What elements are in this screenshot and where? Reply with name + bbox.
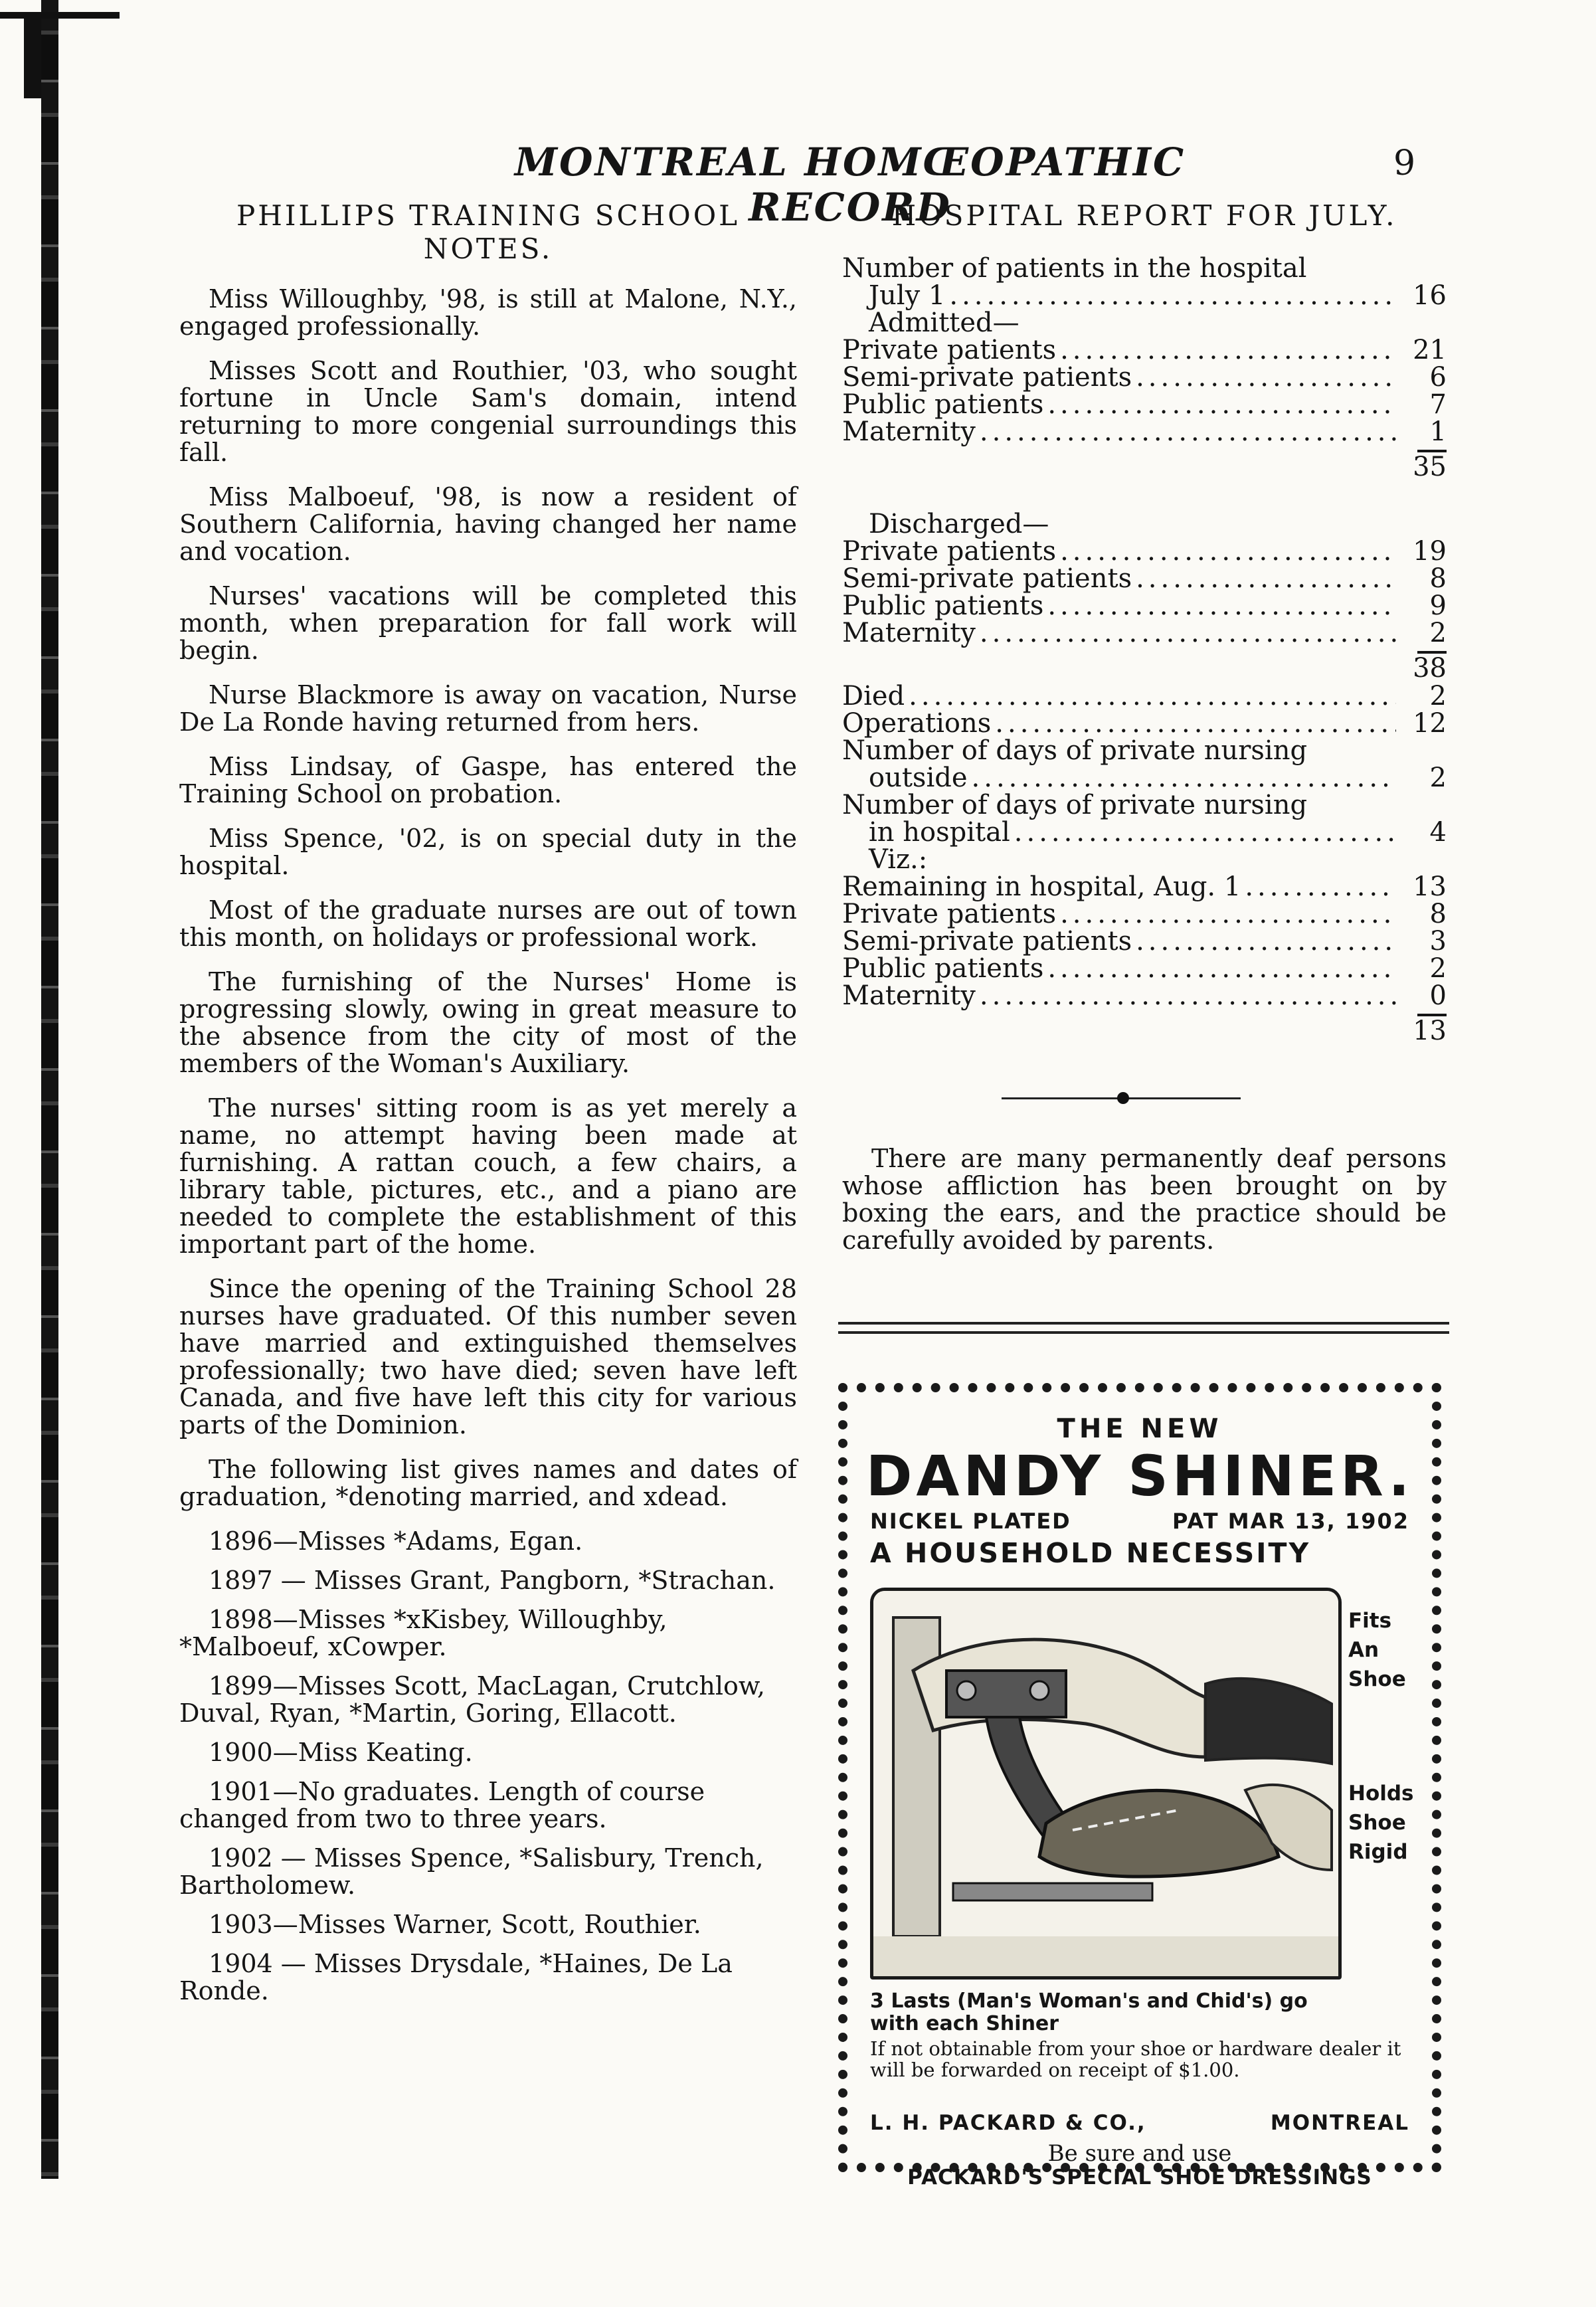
- stat-value: 21: [1413, 335, 1447, 365]
- stat-label: Public patients: [842, 389, 1044, 420]
- discharged-subheading: Discharged—: [869, 509, 1049, 539]
- leader-dots: [1136, 565, 1396, 593]
- stat-value: 4: [1429, 817, 1447, 848]
- leader-dots: [1047, 391, 1396, 418]
- stat-row-admitted: [842, 337, 1447, 364]
- stat-row-discharged: [842, 620, 1447, 647]
- ad-firm-city: MONTREAL: [1270, 2111, 1409, 2135]
- graduate-year-entry: 1897 — Misses Grant, Pangborn, *Strachan.: [209, 1566, 776, 1595]
- shoe-shiner-drawing: [873, 1591, 1338, 1976]
- viz-label: Viz.:: [869, 844, 928, 875]
- ad-feature-fits: [1348, 1606, 1406, 1694]
- divider-dot: [1117, 1092, 1129, 1104]
- graduate-year-entry: 1896—Misses *Adams, Egan.: [209, 1526, 583, 1556]
- stat-row-discharged: [842, 538, 1447, 565]
- stat-value: 19: [1413, 536, 1447, 567]
- nursing-inside-label: Number of days of private nursing: [842, 790, 1308, 820]
- note-paragraph: Miss Willoughby, '98, is still at Malone, N.Y., engaged professionally.: [179, 284, 797, 341]
- stat-value: 3: [1429, 926, 1447, 957]
- hospital-statistics: [842, 255, 1447, 1046]
- stat-row-remaining-detail: [842, 901, 1447, 928]
- note-paragraph: Nurse Blackmore is away on vacation, Nurse De La Ronde having returned from hers.: [179, 680, 797, 737]
- stat-row-admitted: [842, 391, 1447, 418]
- graduate-year-entry: 1904 — Misses Drysdale, *Haines, De La Ronde.: [179, 1949, 733, 2005]
- stat-label: Died: [842, 681, 905, 711]
- section-divider-ornament: [842, 1079, 1447, 1119]
- stat-label: Maternity: [842, 416, 976, 447]
- stat-value: 16: [1413, 280, 1447, 311]
- ad-feature-holds: [1348, 1779, 1414, 1867]
- note-paragraph: Miss Malboeuf, '98, is now a resident of Southern California, having changed her name and vocation.: [179, 482, 797, 566]
- graduate-year-entry: 1903—Misses Warner, Scott, Routhier.: [209, 1910, 701, 1939]
- ad-feature-text: Shoe: [1348, 1667, 1406, 1691]
- hospital-report-heading: HOSPITAL REPORT FOR JULY.: [891, 199, 1397, 232]
- leader-dots: [980, 620, 1396, 647]
- shoe-shiner-illustration: [870, 1588, 1342, 1980]
- ad-product-name: DANDY SHINER.: [865, 1443, 1414, 1509]
- ad-tagline: A HOUSEHOLD NECESSITY: [870, 1537, 1311, 1569]
- stat-label: Private patients: [842, 335, 1057, 365]
- leader-dots: [1060, 901, 1396, 928]
- ad-finish: NICKEL PLATED: [870, 1509, 1071, 1534]
- notes-heading-line1: PHILLIPS TRAINING SCHOOL: [236, 199, 741, 232]
- graduate-year-entry: 1901—No graduates. Length of course changed from two to three years.: [179, 1777, 705, 1833]
- ad-feature-text: Rigid: [1348, 1840, 1408, 1864]
- note-paragraph: Miss Lindsay, of Gaspe, has entered the Training School on probation.: [179, 752, 797, 808]
- stat-value: 9: [1429, 591, 1447, 621]
- in-hospital-label: Number of patients in the hospital: [842, 253, 1307, 284]
- stat-label: in hospital: [869, 817, 1010, 848]
- stat-row-remaining-detail: [842, 928, 1447, 955]
- leader-dots: [909, 683, 1396, 710]
- stat-value: 8: [1429, 563, 1447, 594]
- binding-edge-tick: [0, 12, 120, 19]
- binding-edge-arm: [24, 19, 41, 98]
- ad-subrow: [865, 1507, 1415, 1536]
- stat-label: Private patients: [842, 536, 1057, 567]
- ad-feature-text: Fits: [1348, 1609, 1392, 1633]
- double-rule: [838, 1322, 1449, 1334]
- leader-dots: [1245, 874, 1396, 901]
- stat-label: Semi-private patients: [842, 926, 1132, 957]
- stat-value: 2: [1429, 953, 1447, 984]
- stat-row-in-hospital: [842, 282, 1447, 310]
- note-paragraph: The furnishing of the Nurses' Home is progressing slowly, owing in great measure to the absence from the city of most of the members of the Woman's Auxiliary.: [179, 967, 797, 1078]
- stat-row-remaining-detail: [842, 982, 1447, 1010]
- stat-label: Semi-private patients: [842, 563, 1132, 594]
- stat-value: 7: [1429, 389, 1447, 420]
- stat-value: 6: [1429, 362, 1447, 393]
- phillips-training-school-notes: [179, 199, 797, 2017]
- note-paragraph: Nurses' vacations will be completed this month, when preparation for fall work will begin.: [179, 581, 797, 665]
- stat-value: 1: [1429, 416, 1447, 447]
- ad-lasts-offer: [870, 1990, 1409, 2035]
- remaining-total: 13: [1413, 1016, 1447, 1046]
- stat-value: 8: [1429, 899, 1447, 929]
- admitted-total: 35: [1413, 452, 1447, 482]
- page-binding-edge: [41, 0, 58, 2179]
- stat-value: 2: [1429, 763, 1447, 793]
- discharged-total: 38: [1413, 653, 1447, 684]
- stat-value: 2: [1429, 618, 1447, 648]
- stat-label: Operations: [842, 708, 992, 739]
- stat-row-admitted: [842, 364, 1447, 391]
- hospital-report: [842, 199, 1447, 1279]
- ad-small-print: If not obtainable from your shoe or hardware dealer it will be forwarded on receipt of $1.00.: [870, 2037, 1401, 2081]
- stat-row-discharged: [842, 565, 1447, 593]
- leader-dots: [949, 282, 1396, 310]
- graduate-year-entry: 1902 — Misses Spence, *Salisbury, Trench, Bartholomew.: [179, 1843, 764, 1900]
- ad-lasts-line: 3 Lasts (Man's Woman's and Chid's) go: [870, 1989, 1308, 2013]
- leader-dots: [995, 710, 1396, 737]
- admitted-subheading: Admitted—: [869, 308, 1020, 338]
- note-paragraph: The following list gives names and dates of graduation, *denoting married, and xdead.: [179, 1455, 797, 1511]
- stat-row-remaining: [842, 874, 1447, 901]
- notes-heading: [179, 199, 797, 266]
- stat-label: Semi-private patients: [842, 362, 1132, 393]
- running-title: MONTREAL HOMŒOPATHIC RECORD: [514, 139, 1186, 230]
- note-paragraph: Since the opening of the Training School 28 nurses have graduated. Of this number seven have married and extinguished themselves professionally; two have died; seven have left Canada, and five have left this city for various parts of the Dominion.: [179, 1274, 797, 1439]
- ad-patent: PAT MAR 13, 1902: [1172, 1509, 1409, 1534]
- stat-label: July 1: [869, 280, 946, 311]
- ad-feature-text: An: [1348, 1638, 1379, 1662]
- leader-dots: [1136, 364, 1396, 391]
- leader-dots: [1047, 955, 1396, 982]
- stat-label: outside: [869, 763, 968, 793]
- stat-row-nursing-outside: [842, 765, 1447, 792]
- stat-row-operations: [842, 710, 1447, 737]
- ad-firm-name: L. H. PACKARD & CO.,: [870, 2111, 1146, 2135]
- stat-value: 12: [1413, 708, 1447, 739]
- stat-row-nursing-inside: [842, 819, 1447, 846]
- ad-lasts-line: with each Shiner: [870, 2012, 1059, 2035]
- stat-row-discharged: [842, 593, 1447, 620]
- deafness-note: There are many permanently deaf persons whose affliction has been brought on by boxing the ears, and the practice should be carefully avoided by parents.: [842, 1144, 1447, 1255]
- note-paragraph: Miss Spence, '02, is on special duty in the hospital.: [179, 824, 797, 880]
- stat-label: Public patients: [842, 591, 1044, 621]
- ad-advice: Be sure and use: [1047, 2140, 1232, 2167]
- stat-label: Maternity: [842, 980, 976, 1011]
- page-number: 9: [1393, 143, 1416, 183]
- ad-dressings: PACKARD'S SPECIAL SHOE DRESSINGS: [907, 2166, 1372, 2189]
- nursing-outside-label: Number of days of private nursing: [842, 735, 1308, 766]
- leader-dots: [980, 418, 1396, 446]
- notes-heading-line2: NOTES.: [423, 232, 553, 265]
- note-paragraph: Most of the graduate nurses are out of town this month, on holidays or professional work.: [179, 895, 797, 952]
- leader-dots: [972, 765, 1396, 792]
- leader-dots: [1060, 337, 1396, 364]
- ad-feature-text: Shoe: [1348, 1811, 1406, 1835]
- stat-row-admitted: [842, 418, 1447, 446]
- stat-label: Maternity: [842, 618, 976, 648]
- leader-dots: [980, 982, 1396, 1010]
- stat-row-died: [842, 683, 1447, 710]
- stat-label: Private patients: [842, 899, 1057, 929]
- stat-value: 0: [1429, 980, 1447, 1011]
- dandy-shiner-advertisement: [838, 1383, 1441, 2189]
- note-paragraph: Misses Scott and Routhier, '03, who sought fortune in Uncle Sam's domain, intend returning to more congenial surroundings this fall.: [179, 356, 797, 467]
- leader-dots: [1047, 593, 1396, 620]
- stat-value: 13: [1413, 872, 1447, 902]
- graduate-year-entry: 1900—Miss Keating.: [209, 1738, 473, 1767]
- ad-feature-text: Holds: [1348, 1782, 1414, 1805]
- ad-firm: [870, 2110, 1409, 2136]
- note-paragraph: The nurses' sitting room is as yet merely a name, no attempt having been made at furnishing. A rattan couch, a few chairs, a library table, pictures, etc., and a piano are needed to complete the establishment of this important part of the home.: [179, 1093, 797, 1259]
- stat-row-remaining-detail: [842, 955, 1447, 982]
- leader-dots: [1060, 538, 1396, 565]
- stat-value: 2: [1429, 681, 1447, 711]
- graduate-year-entry: 1898—Misses *xKisbey, Willoughby, *Malboeuf, xCowper.: [179, 1605, 667, 1661]
- leader-dots: [1014, 819, 1396, 846]
- leader-dots: [1136, 928, 1396, 955]
- ad-kicker: THE NEW: [1057, 1414, 1223, 1444]
- graduate-year-entry: 1899—Misses Scott, MacLagan, Crutchlow, Duval, Ryan, *Martin, Goring, Ellacott.: [179, 1671, 765, 1728]
- stat-label: Public patients: [842, 953, 1044, 984]
- stat-label: Remaining in hospital, Aug. 1: [842, 872, 1241, 902]
